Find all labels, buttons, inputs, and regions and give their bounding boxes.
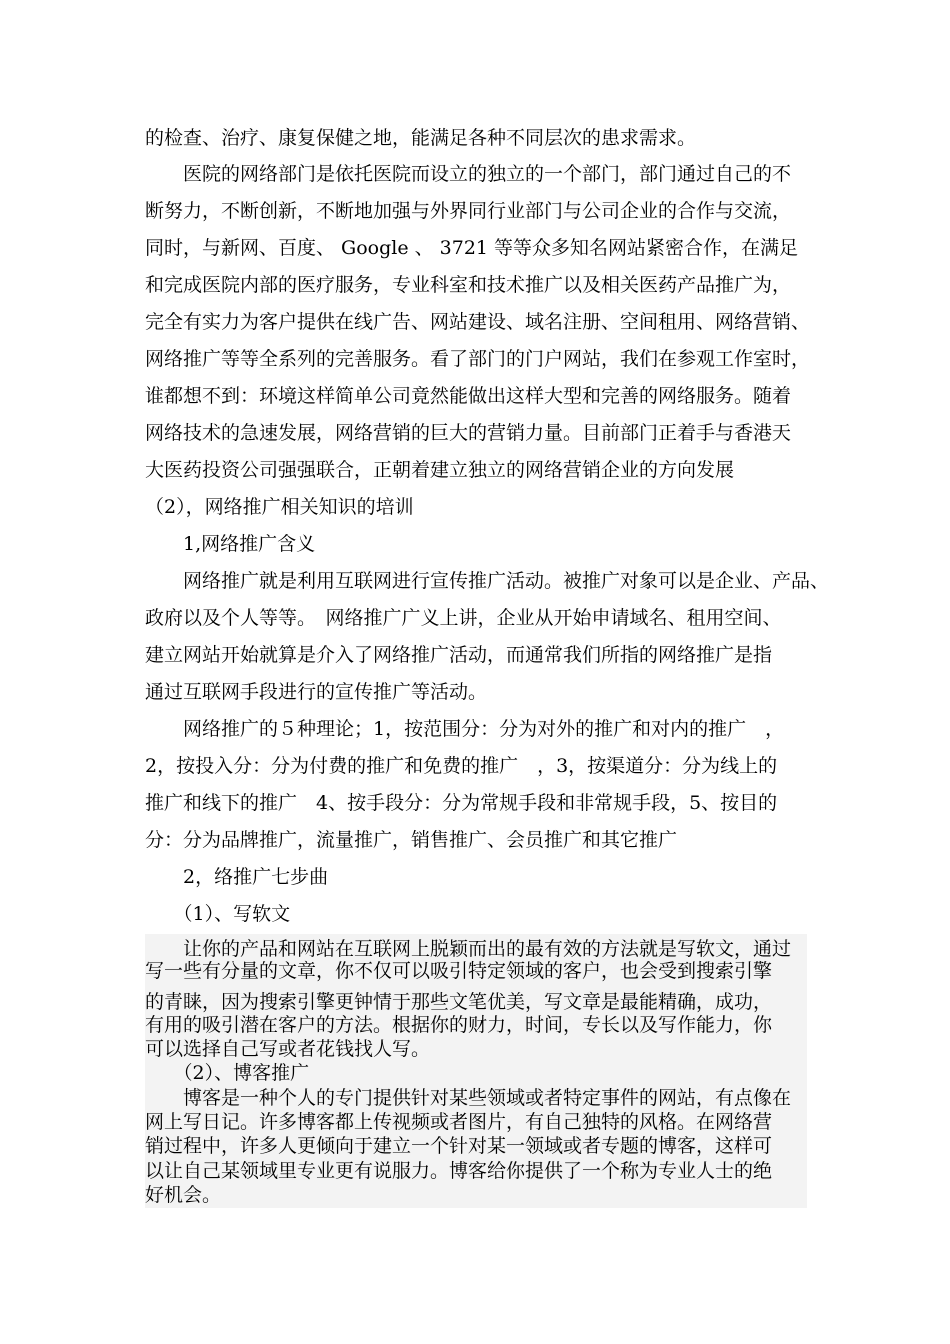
paragraph-line: 的检查、治疗、康复保健之地，能满足各种不同层次的患求需求。	[145, 127, 697, 149]
paragraph-line: 分：分为品牌推广，流量推广，销售推广、会员推广和其它推广	[145, 829, 678, 851]
paragraph-line: 政府以及个人等等。 网络推广广义上讲，企业从开始申请域名、租用空间、	[145, 607, 782, 629]
paragraph-line: 网络推广就是利用互联网进行宣传推广活动。被推广对象可以是企业、产品、	[145, 570, 830, 592]
shaded-line: 博客是一种个人的专门提供针对某些领域或者特定事件的网站，有点像在	[145, 1087, 792, 1109]
shaded-line: 以让自己某领域里专业更有说服力。博客给你提供了一个称为专业人士的绝	[145, 1160, 773, 1182]
shaded-line: 好机会。	[145, 1184, 222, 1206]
paragraph-line: 完全有实力为客户提供在线广告、网站建设、域名注册、空间租用、网络营销、	[145, 311, 811, 333]
subsection-heading: 1,网络推广含义	[145, 533, 316, 555]
paragraph-line: 断努力，不断创新，不断地加强与外界同行业部门与公司企业的合作与交流，	[145, 200, 792, 222]
paragraph-line: 网络技术的急速发展，网络营销的巨大的营销力量。目前部门正着手与香港天	[145, 422, 792, 444]
paragraph-line: 网络推广等等全系列的完善服务。看了部门的门户网站，我们在参观工作室时，	[145, 348, 811, 370]
paragraph-line: 建立网站开始就算是介入了网络推广活动，而通常我们所指的网络推广是指	[145, 644, 773, 666]
paragraph-line: 谁都想不到：环境这样简单公司竟然能做出这样大型和完善的网络服务。随着	[145, 385, 792, 407]
paragraph-line: 2，按投入分：分为付费的推广和免费的推广 ，3，按渠道分：分为线上的	[145, 755, 778, 777]
paragraph-line: 网络推广的５种理论；1，按范围分：分为对外的推广和对内的推广 ，	[145, 718, 785, 740]
paragraph-line: 同时，与新网、百度、 Google 、 3721 等等众多知名网站紧密合作，在满足	[145, 237, 799, 259]
shaded-line: 网上写日记。许多博客都上传视频或者图片，有自己独特的风格。在网络营	[145, 1111, 773, 1133]
shaded-line: 的青睐，因为搜索引擎更钟情于那些文笔优美，写文章是最能精确，成功，	[145, 991, 773, 1013]
paragraph-line: 医院的网络部门是依托医院而设立的独立的一个部门，部门通过自己的不	[145, 163, 792, 185]
shaded-line: 写一些有分量的文章，你不仅可以吸引特定领域的客户，也会受到搜索引擎	[145, 960, 773, 982]
paragraph-line: 推广和线下的推广 4、按手段分：分为常规手段和非常规手段，5、按目的	[145, 792, 778, 814]
paragraph-line: 大医药投资公司强强联合，正朝着建立独立的网络营销企业的方向发展	[145, 459, 735, 481]
subsection-heading: （1）、写软文	[145, 903, 291, 925]
shaded-line: 有用的吸引潜在客户的方法。根据你的财力，时间，专长以及写作能力，你	[145, 1014, 773, 1036]
subsection-heading: （2）、博客推广	[145, 1062, 310, 1084]
paragraph-line: 和完成医院内部的医疗服务，专业科室和技术推广以及相关医药产品推广为，	[145, 274, 792, 296]
subsection-heading: 2，络推广七步曲	[145, 866, 329, 888]
shaded-line: 让你的产品和网站在互联网上脱颖而出的最有效的方法就是写软文，通过	[145, 938, 792, 960]
section-heading: （2），网络推广相关知识的培训	[145, 496, 414, 518]
shaded-line: 可以选择自己写或者花钱找人写。	[145, 1038, 431, 1060]
paragraph-line: 通过互联网手段进行的宣传推广等活动。	[145, 681, 488, 703]
shaded-line: 销过程中，许多人更倾向于建立一个针对某一领域或者专题的博客，这样可	[145, 1135, 773, 1157]
